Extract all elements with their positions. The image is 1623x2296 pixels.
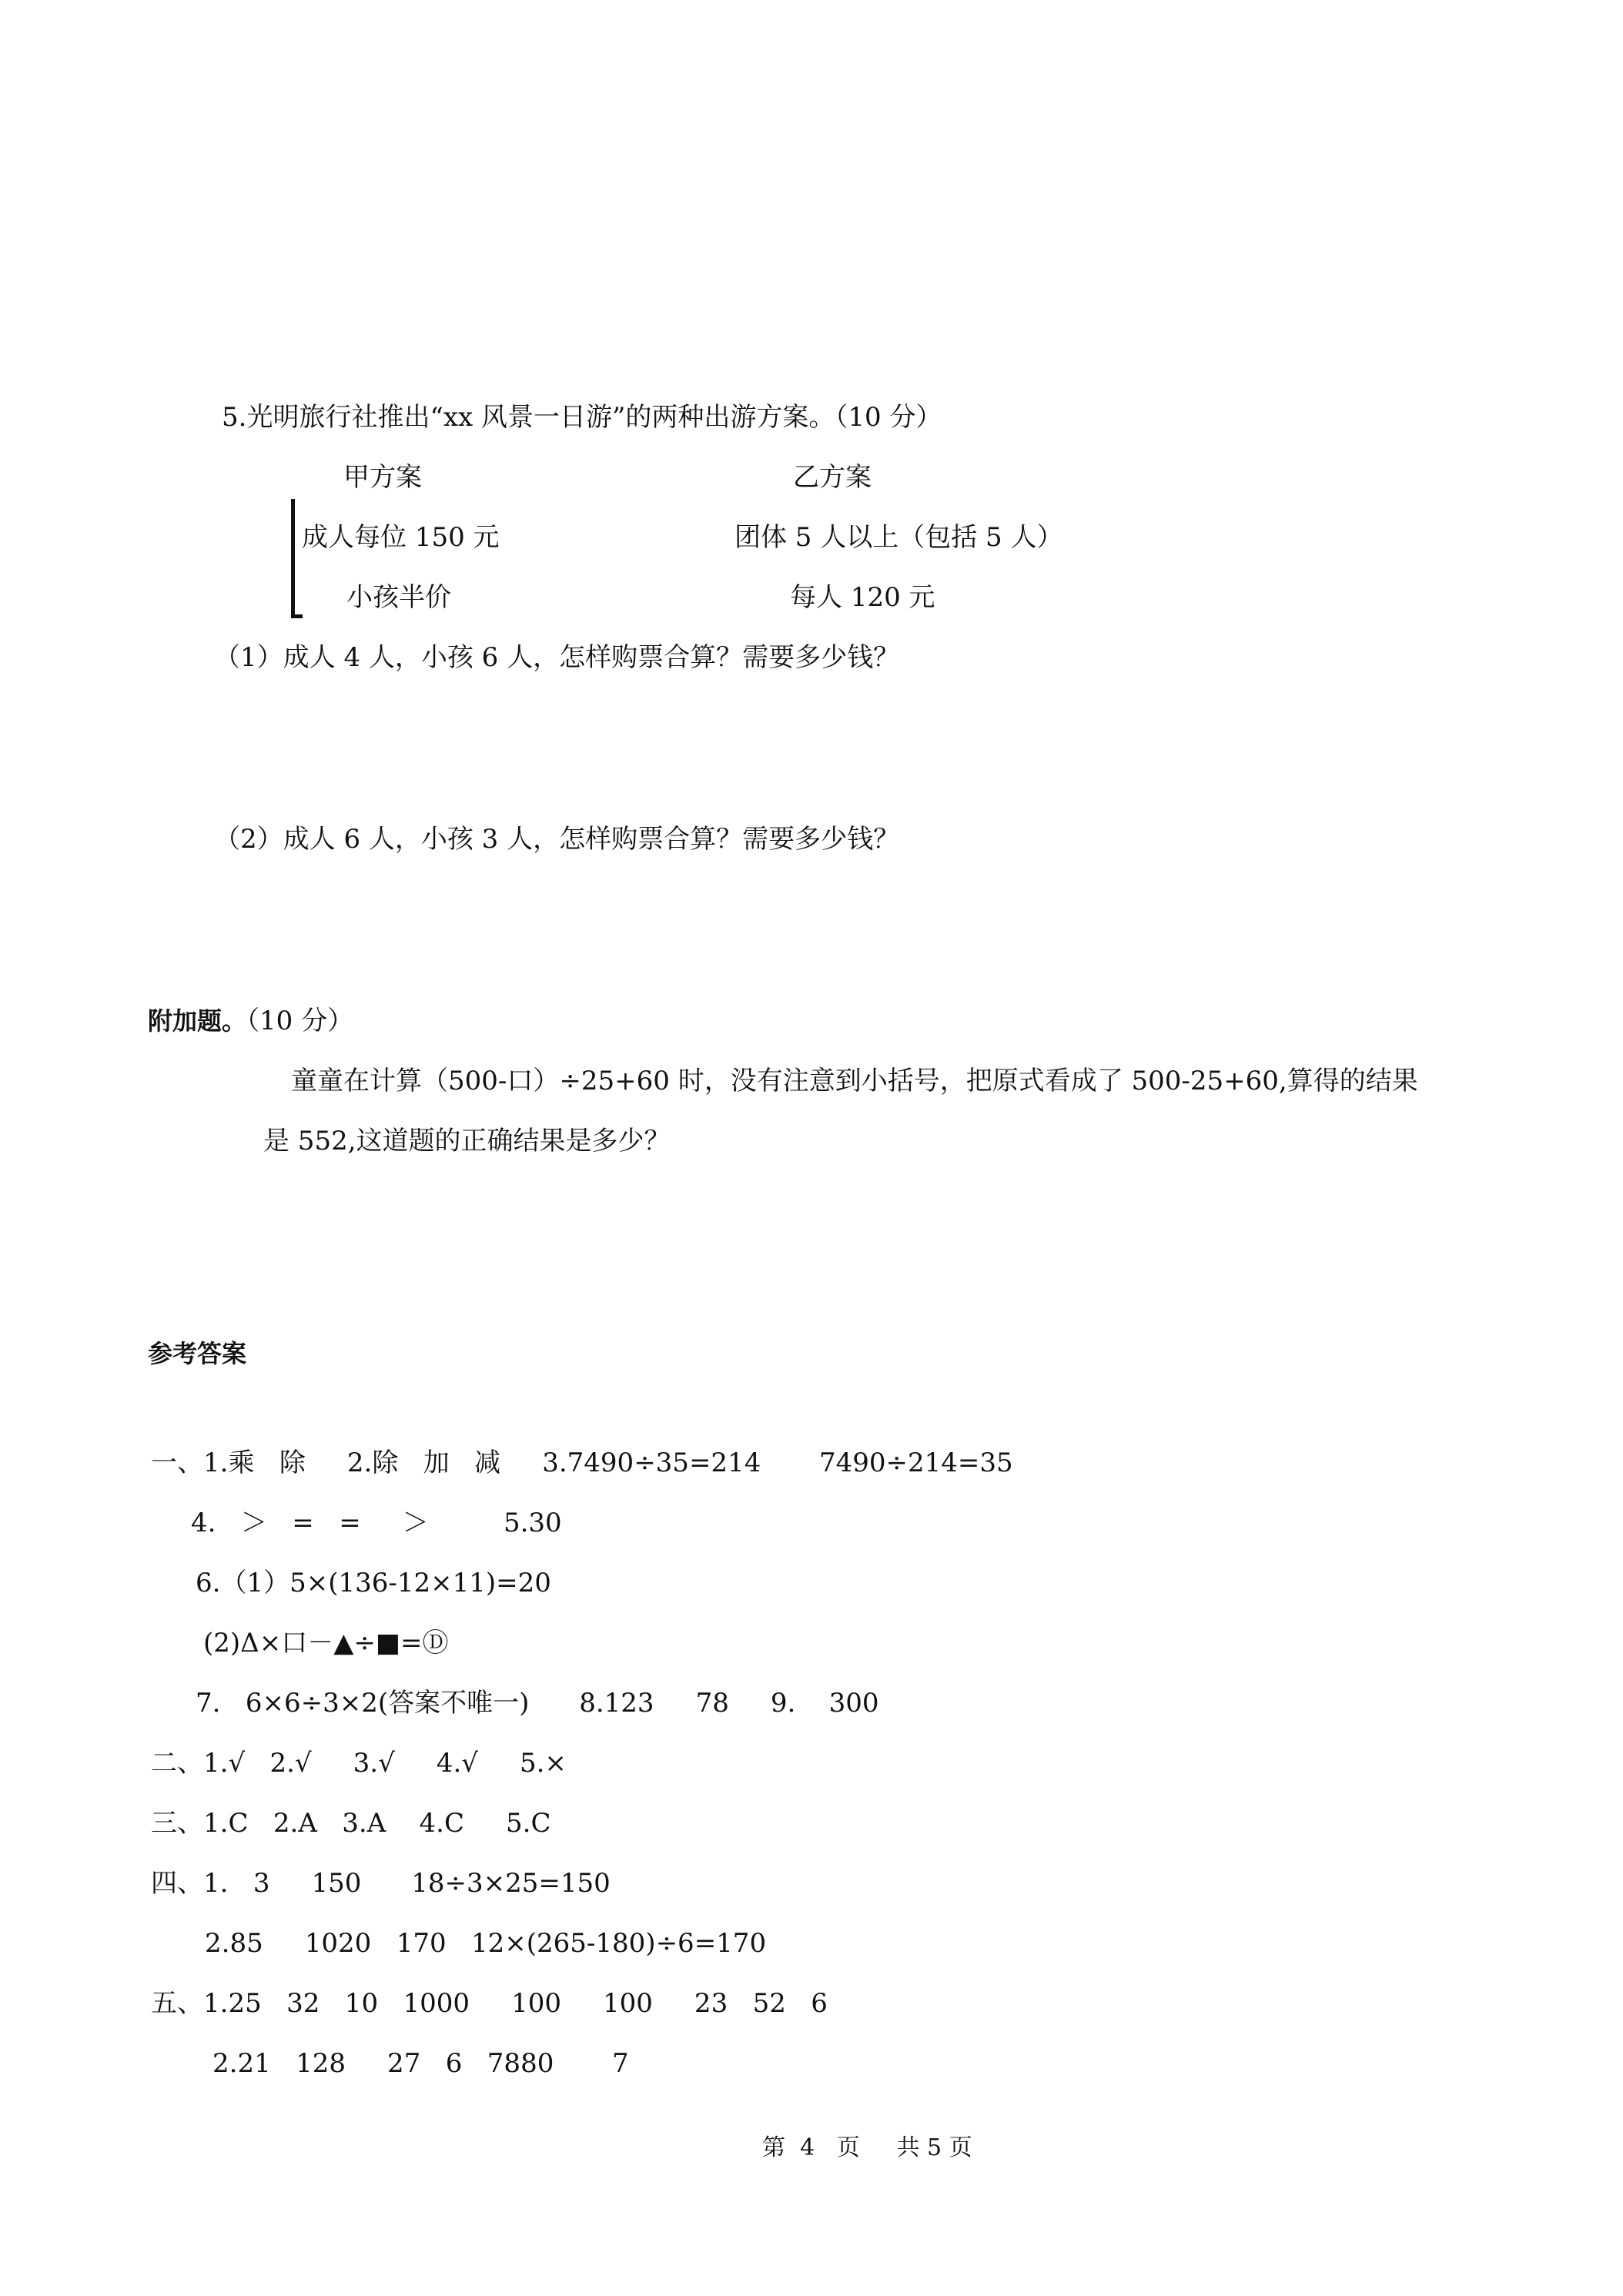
plan-b-heading: 乙方案 bbox=[793, 462, 872, 493]
answer-line: 4. ＞ = = ＞ 5.30 bbox=[191, 1508, 562, 1538]
plan-bracket bbox=[291, 499, 303, 618]
plan-a-line2: 小孩半价 bbox=[346, 582, 451, 613]
answer-line: 一、1.乘 除 2.除 加 减 3.7490÷35=214 7490÷214=35 bbox=[151, 1448, 1013, 1478]
bonus-points: （10 分） bbox=[246, 1006, 354, 1036]
bonus-text1: 童童在计算（500-口）÷25+60 时，没有注意到小括号，把原式看成了 500-25+60,算得的结果 bbox=[291, 1066, 1418, 1096]
answer-line: 三、1.C 2.A 3.A 4.C 5.C bbox=[151, 1808, 551, 1839]
plan-a-line1: 成人每位 150 元 bbox=[302, 522, 500, 553]
answer-line: 四、1. 3 150 18÷3×25=150 bbox=[151, 1868, 611, 1899]
answer-line: 二、1.√ 2.√ 3.√ 4.√ 5.× bbox=[151, 1748, 567, 1779]
answer-line: 7. 6×6÷3×2(答案不唯一) 8.123 78 9. 300 bbox=[196, 1688, 879, 1719]
plan-b-line1: 团体 5 人以上（包括 5 人） bbox=[735, 522, 1063, 553]
answer-line: 五、1.25 32 10 1000 100 100 23 52 6 bbox=[151, 1988, 828, 2019]
answer-line: 2.85 1020 170 12×(265-180)÷6=170 bbox=[205, 1928, 767, 1959]
q5-title: 5.光明旅行社推出“xx 风景一日游”的两种出游方案。（10 分） bbox=[222, 402, 942, 433]
answer-line: (2)Δ×口－▲÷■=Ⓓ bbox=[203, 1628, 449, 1658]
answers-heading: 参考答案 bbox=[148, 1339, 247, 1368]
plan-b-line2: 每人 120 元 bbox=[790, 582, 935, 613]
bonus-text2: 是 552,这道题的正确结果是多少？ bbox=[263, 1126, 671, 1156]
plan-a-heading: 甲方案 bbox=[343, 462, 422, 493]
q5-sub2: （2）成人 6 人，小孩 3 人，怎样购票合算？需要多少钱？ bbox=[214, 824, 900, 855]
q5-sub1: （1）成人 4 人，小孩 6 人，怎样购票合算？需要多少钱？ bbox=[214, 642, 900, 673]
page-footer: 第 4 页 共 5 页 bbox=[762, 2134, 972, 2161]
bonus-heading bbox=[148, 1006, 353, 1036]
bonus-title: 附加题。 bbox=[148, 1006, 247, 1036]
answer-line: 6.（1）5×(136-12×11)=20 bbox=[196, 1568, 551, 1598]
answer-line: 2.21 128 27 6 7880 7 bbox=[212, 2048, 629, 2079]
